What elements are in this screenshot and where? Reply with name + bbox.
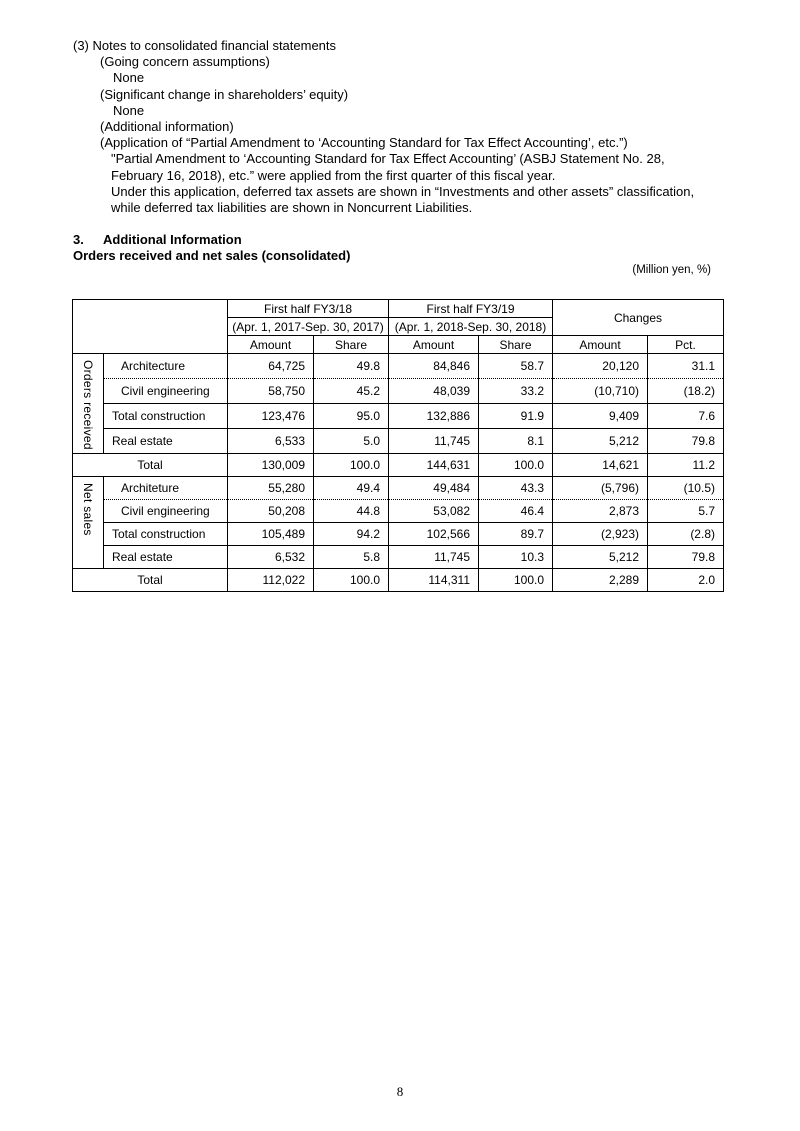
application-line-1: "Partial Amendment to ‘Accounting Standard for Tax Effect Accounting’ (ASBJ Statement No. 28, — [111, 151, 665, 167]
share-cell: 89.7 — [479, 522, 553, 545]
section-subtitle: Orders received and net sales (consolidated) — [73, 248, 351, 263]
section-heading — [73, 232, 350, 264]
share-cell: 49.8 — [314, 354, 389, 379]
share-cell: 100.0 — [479, 568, 553, 591]
row-label: Total construction — [104, 522, 228, 545]
change-pct-cell: (10.5) — [648, 476, 724, 499]
amount-cell: 55,280 — [228, 476, 314, 499]
change-pct-cell: 31.1 — [648, 354, 724, 379]
share-cell: 58.7 — [479, 354, 553, 379]
share-cell: 95.0 — [314, 403, 389, 428]
header-amount: Amount — [553, 336, 648, 354]
table-total-row — [73, 568, 724, 591]
change-pct-cell: 7.6 — [648, 403, 724, 428]
amount-cell: 123,476 — [228, 403, 314, 428]
header-period-2: First half FY3/19 — [389, 300, 553, 318]
amount-cell: 112,022 — [228, 568, 314, 591]
share-cell: 100.0 — [314, 568, 389, 591]
amount-cell: 6,532 — [228, 545, 314, 568]
page-number: 8 — [396, 1084, 404, 1099]
row-label: Total construction — [104, 403, 228, 428]
table-row — [73, 354, 724, 379]
row-label: Real estate — [104, 428, 228, 453]
share-cell: 43.3 — [479, 476, 553, 499]
table-total-row — [73, 453, 724, 476]
orders-received-label: Orders received — [73, 354, 104, 454]
row-label: Real estate — [104, 545, 228, 568]
share-cell: 100.0 — [479, 453, 553, 476]
amount-cell: 48,039 — [389, 378, 479, 403]
equity-change-heading: (Significant change in shareholders’ equity) — [100, 86, 349, 102]
equity-change-value: None — [113, 102, 145, 118]
amount-cell: 132,886 — [389, 403, 479, 428]
amount-cell: 11,745 — [389, 545, 479, 568]
change-amount-cell: 9,409 — [553, 403, 648, 428]
change-amount-cell: 5,212 — [553, 428, 648, 453]
row-label: Total — [73, 568, 228, 591]
row-label: Architeture — [104, 476, 228, 499]
header-period-1: First half FY3/18 — [228, 300, 389, 318]
table-row — [73, 403, 724, 428]
change-amount-cell: 5,212 — [553, 545, 648, 568]
table-row — [73, 378, 724, 403]
row-label: Civil engineering — [104, 499, 228, 522]
header-period-1-range: (Apr. 1, 2017-Sep. 30, 2017) — [228, 318, 389, 336]
header-changes: Changes — [553, 300, 724, 336]
table-row — [73, 476, 724, 499]
change-pct-cell: (2.8) — [648, 522, 724, 545]
share-cell: 8.1 — [479, 428, 553, 453]
share-cell: 46.4 — [479, 499, 553, 522]
orders-sales-table — [72, 299, 724, 592]
amount-cell: 114,311 — [389, 568, 479, 591]
additional-info-heading: (Additional information) — [100, 119, 234, 135]
header-share: Share — [314, 336, 389, 354]
row-label: Total — [73, 453, 228, 476]
change-pct-cell: 5.7 — [648, 499, 724, 522]
application-line-2: February 16, 2018), etc.” were applied from the first quarter of this fiscal year. — [111, 167, 556, 183]
row-label: Civil engineering — [104, 378, 228, 403]
net-sales-label: Net sales — [73, 476, 104, 568]
change-pct-cell: 2.0 — [648, 568, 724, 591]
section-title: Additional Information — [103, 232, 242, 247]
change-pct-cell: (18.2) — [648, 378, 724, 403]
amount-cell: 58,750 — [228, 378, 314, 403]
notes-heading: (3) Notes to consolidated financial statements — [73, 38, 337, 53]
change-pct-cell: 79.8 — [648, 545, 724, 568]
share-cell: 91.9 — [479, 403, 553, 428]
amount-cell: 50,208 — [228, 499, 314, 522]
amount-cell: 84,846 — [389, 354, 479, 379]
change-pct-cell: 79.8 — [648, 428, 724, 453]
change-amount-cell: (10,710) — [553, 378, 648, 403]
amount-cell: 49,484 — [389, 476, 479, 499]
header-amount: Amount — [228, 336, 314, 354]
header-period-2-range: (Apr. 1, 2018-Sep. 30, 2018) — [389, 318, 553, 336]
change-amount-cell: (2,923) — [553, 522, 648, 545]
change-amount-cell: 2,873 — [553, 499, 648, 522]
application-line-3: Under this application, deferred tax assets are shown in “Investments and other assets” classification, — [111, 183, 695, 199]
amount-cell: 53,082 — [389, 499, 479, 522]
header-pct: Pct. — [648, 336, 724, 354]
unit-label: (Million yen, %) — [632, 264, 711, 276]
header-blank — [73, 300, 228, 354]
section-number: 3. — [73, 232, 84, 247]
share-cell: 10.3 — [479, 545, 553, 568]
table-row — [73, 428, 724, 453]
share-cell: 94.2 — [314, 522, 389, 545]
amount-cell: 105,489 — [228, 522, 314, 545]
share-cell: 49.4 — [314, 476, 389, 499]
amount-cell: 102,566 — [389, 522, 479, 545]
table-row — [73, 499, 724, 522]
change-pct-cell: 11.2 — [648, 453, 724, 476]
share-cell: 33.2 — [479, 378, 553, 403]
change-amount-cell: (5,796) — [553, 476, 648, 499]
row-label: Architecture — [104, 354, 228, 379]
amount-cell: 6,533 — [228, 428, 314, 453]
change-amount-cell: 2,289 — [553, 568, 648, 591]
share-cell: 45.2 — [314, 378, 389, 403]
change-amount-cell: 14,621 — [553, 453, 648, 476]
amount-cell: 11,745 — [389, 428, 479, 453]
header-amount: Amount — [389, 336, 479, 354]
share-cell: 44.8 — [314, 499, 389, 522]
going-concern-value: None — [113, 70, 145, 86]
share-cell: 5.8 — [314, 545, 389, 568]
share-cell: 100.0 — [314, 453, 389, 476]
amount-cell: 130,009 — [228, 453, 314, 476]
notes-section — [73, 38, 694, 216]
amount-cell: 64,725 — [228, 354, 314, 379]
table-row — [73, 545, 724, 568]
amount-cell: 144,631 — [389, 453, 479, 476]
application-line-4: while deferred tax liabilities are shown in Noncurrent Liabilities. — [111, 200, 473, 216]
change-amount-cell: 20,120 — [553, 354, 648, 379]
application-title: (Application of “Partial Amendment to ‘Accounting Standard for Tax Effect Accounting’, etc.”) — [100, 135, 628, 151]
share-cell: 5.0 — [314, 428, 389, 453]
going-concern-heading: (Going concern assumptions) — [100, 54, 270, 70]
header-share: Share — [479, 336, 553, 354]
table-row — [73, 522, 724, 545]
